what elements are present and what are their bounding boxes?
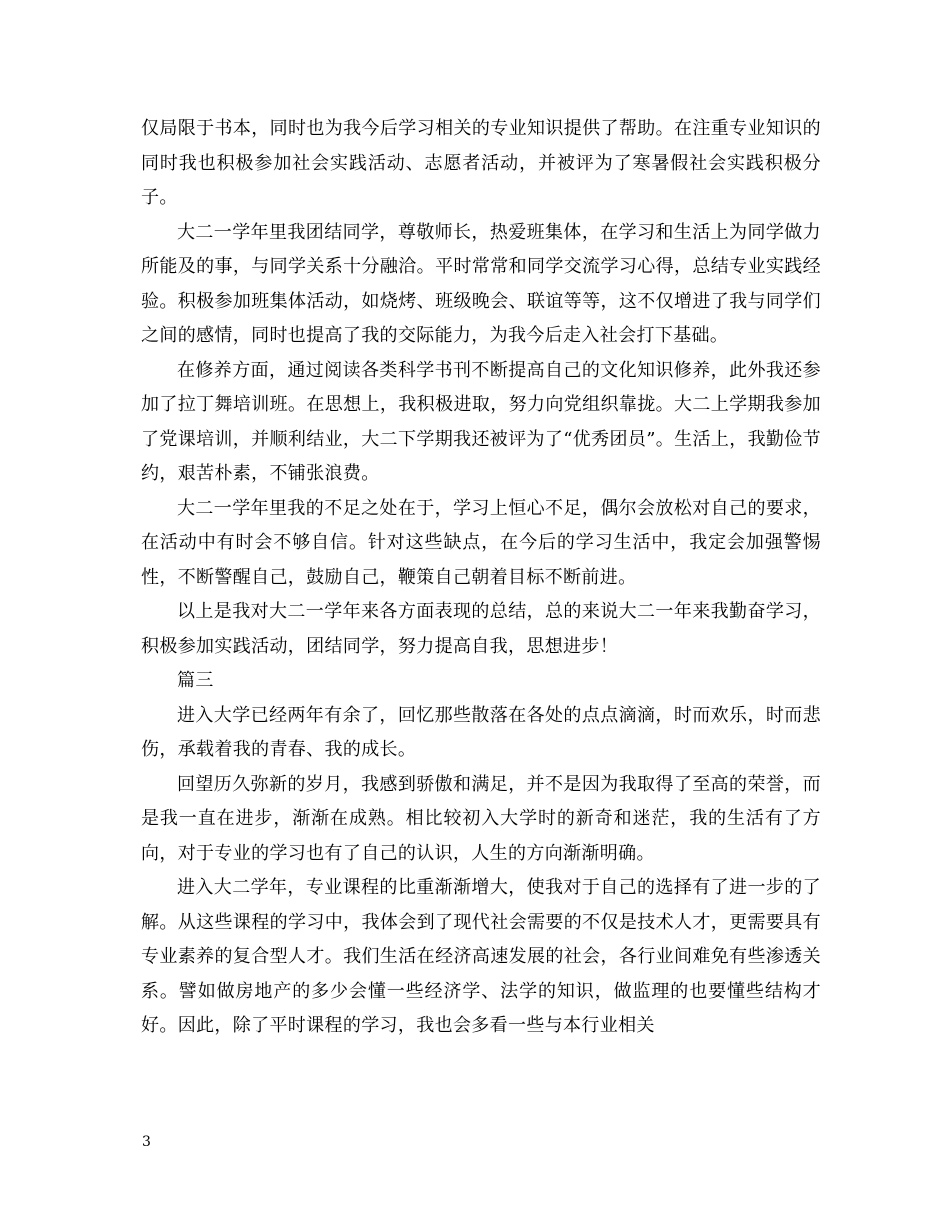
paragraph: 进入大学已经两年有余了，回忆那些散落在各处的点点滴滴，时而欢乐，时而悲伤，承载着我的青春、我的成长。	[141, 704, 821, 760]
paragraph: 大二一学年里我团结同学，尊敬师长，热爱班集体，在学习和生活上为同学做力所能及的事，与同学关系十分融洽。平时常常和同学交流学习心得，总结专业实践经验。积极参加班集体活动，如烧烤、班级晚会、联谊等等，这不仅增进了我与同学们之间的感情，同时也提高了我的交际能力，为我今后走入社会打下基础。	[141, 221, 821, 346]
paragraph-continued: 仅局限于书本，同时也为我今后学习相关的专业知识提供了帮助。在注重专业知识的同时我也积极参加社会实践活动、志愿者活动，并被评为了寒暑假社会实践积极分子。	[141, 118, 821, 208]
page-number: 3	[142, 1134, 151, 1150]
paragraph: 在修养方面，通过阅读各类科学书刊不断提高自己的文化知识修养，此外我还参加了拉丁舞培训班。在思想上，我积极进取，努力向党组织靠拢。大二上学期我参加了党课培训，并顺利结业，大二下学期我还被评为了“优秀团员”。生活上，我勤俭节约，艰苦朴素，不铺张浪费。	[141, 359, 821, 484]
paragraph: 回望历久弥新的岁月，我感到骄傲和满足，并不是因为我取得了至高的荣誉，而是我一直在进步，渐渐在成熟。相比较初入大学时的新奇和迷茫，我的生活有了方向，对于专业的学习也有了自己的认识，人生的方向渐渐明确。	[141, 773, 821, 864]
paragraph: 以上是我对大二一学年来各方面表现的总结，总的来说大二一年来我勤奋学习，积极参加实践活动，团结同学，努力提高自我，思想进步！	[141, 601, 821, 657]
document-body	[141, 112, 821, 1044]
paragraph: 进入大二学年，专业课程的比重渐渐增大，使我对于自己的选择有了进一步的了解。从这些课程的学习中，我体会到了现代社会需要的不仅是技术人才，更需要具有专业素养的复合型人才。我们生活在经济高速发展的社会，各行业间难免有些渗透关系。譬如做房地产的多少会懂一些经济学、法学的知识，做监理的也要懂些结构才好。因此，除了平时课程的学习，我也会多看一些与本行业相关	[141, 877, 821, 1036]
section-heading: 篇三	[177, 670, 214, 691]
paragraph: 大二一学年里我的不足之处在于，学习上恒心不足，偶尔会放松对自己的要求，在活动中有时会不够自信。针对这些缺点，在今后的学习生活中，我定会加强警惕性，不断警醒自己，鼓励自己，鞭策自己朝着目标不断前进。	[141, 497, 821, 588]
